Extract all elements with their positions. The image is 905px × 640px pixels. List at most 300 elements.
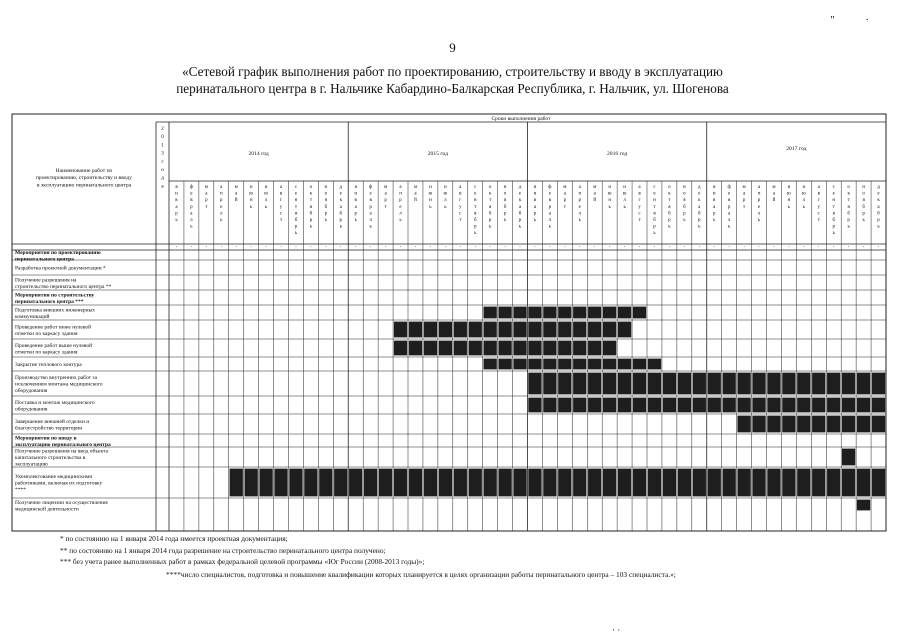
schedule-bar-cell xyxy=(633,398,646,413)
schedule-bar-cell xyxy=(752,373,765,395)
month-letter: р xyxy=(220,198,223,204)
column-number-mark: · xyxy=(190,244,193,251)
row-label-line: эксплуатацию xyxy=(15,461,48,468)
column-number-mark: · xyxy=(728,244,731,251)
month-letter: ь xyxy=(832,231,835,237)
month-letter: а xyxy=(414,191,417,197)
column-number-mark: · xyxy=(399,244,402,251)
month-letter: а xyxy=(563,191,566,197)
month-letter: к xyxy=(698,198,701,204)
row-label-line: медицинской деятельности xyxy=(15,506,79,513)
schedule-bar-cell xyxy=(648,359,661,370)
month-letter: р xyxy=(862,211,865,217)
schedule-bar-cell xyxy=(483,322,496,338)
column-number-mark: · xyxy=(802,244,805,251)
month-letter: ф xyxy=(727,185,731,190)
schedule-bar-cell xyxy=(364,469,377,497)
month-letter: ь xyxy=(623,204,626,210)
row-label-line: Подготовка внешних инженерных xyxy=(15,307,96,314)
month-letter: м xyxy=(234,185,238,190)
month-letter: ь xyxy=(518,224,522,230)
schedule-bar-cell xyxy=(752,398,765,413)
terms-header: Сроки выполнения работ xyxy=(491,116,551,122)
schedule-bar-cell xyxy=(558,307,571,319)
month-letter: м xyxy=(384,185,388,190)
month-letter: и xyxy=(249,185,253,190)
month-letter: й xyxy=(414,198,417,204)
column-number-mark: · xyxy=(578,244,581,251)
month-letter: а xyxy=(548,211,552,217)
month-letter: о xyxy=(309,185,313,190)
schedule-bar-cell xyxy=(603,373,616,395)
column-number-mark: · xyxy=(847,244,850,251)
column-number-mark: · xyxy=(832,244,835,251)
month-letter: ь xyxy=(250,204,253,210)
month-letter: и xyxy=(444,185,447,190)
schedule-bar-cell xyxy=(782,416,795,433)
schedule-bar-cell xyxy=(618,469,631,497)
month-letter: б xyxy=(488,211,492,217)
schedule-bar-cell xyxy=(857,469,870,497)
schedule-bar-cell xyxy=(513,469,526,497)
schedule-bar-cell xyxy=(379,469,392,497)
schedule-bar-cell xyxy=(424,322,437,338)
month-letter: ь xyxy=(653,231,656,237)
schedule-bar-cell xyxy=(528,373,541,395)
schedule-bar-cell xyxy=(558,322,571,338)
schedule-bar-cell xyxy=(708,373,721,395)
month-letter: с xyxy=(638,211,641,217)
year-2013-letter: 2 xyxy=(161,126,164,132)
column-number-mark: · xyxy=(653,244,656,251)
column-header-line: в эксплуатацию перинатального центра xyxy=(36,182,132,189)
month-letter: я xyxy=(847,204,850,210)
column-number-mark: · xyxy=(504,244,507,251)
schedule-bar-cell xyxy=(483,307,496,319)
month-letter: ф xyxy=(369,185,373,190)
year-2013-letter: 1 xyxy=(161,142,164,149)
schedule-bar-cell xyxy=(842,449,855,466)
month-letter: ю xyxy=(801,191,806,197)
column-number-mark: · xyxy=(862,244,865,251)
month-letter: п xyxy=(399,191,402,197)
schedule-bar-cell xyxy=(797,373,810,395)
month-letter: я xyxy=(653,211,656,217)
schedule-bar-cell xyxy=(603,307,616,319)
month-letter: е xyxy=(369,191,372,197)
month-letter: ь xyxy=(444,204,447,210)
schedule-bar-cell xyxy=(528,322,541,338)
month-letter: а xyxy=(220,185,223,190)
month-letter: л xyxy=(623,198,626,204)
month-letter: р xyxy=(757,198,761,204)
schedule-bar-cell xyxy=(603,322,616,338)
month-letter: г xyxy=(280,198,283,204)
month-letter: е xyxy=(399,204,402,210)
month-letter: м xyxy=(204,185,208,190)
schedule-bar-cell xyxy=(469,322,482,338)
month-letter: я xyxy=(503,198,507,204)
month-letter: а xyxy=(369,211,372,217)
month-letter: н xyxy=(862,185,865,190)
schedule-bar-cell xyxy=(528,359,541,370)
month-letter: н xyxy=(249,198,253,204)
month-letter: о xyxy=(683,191,686,197)
month-letter: й xyxy=(593,198,597,204)
month-letter: в xyxy=(279,191,283,197)
month-letter: р xyxy=(473,224,477,230)
month-letter: ф xyxy=(548,185,552,190)
month-letter: к xyxy=(488,191,492,197)
month-letter: е xyxy=(653,191,656,197)
column-header-line: Наименование работ по xyxy=(55,168,113,174)
month-letter: ь xyxy=(309,224,313,230)
schedule-bar-cell xyxy=(812,398,825,413)
month-letter: в xyxy=(533,198,537,204)
month-letter: о xyxy=(847,185,850,190)
schedule-bar-cell xyxy=(588,469,601,497)
month-letter: н xyxy=(712,191,716,197)
month-letter: а xyxy=(205,191,208,197)
schedule-bar-cell xyxy=(797,398,810,413)
month-letter: б xyxy=(518,211,522,217)
schedule-bar-cell xyxy=(603,341,616,356)
month-letter: т xyxy=(489,198,492,204)
month-letter: к xyxy=(309,191,313,197)
column-number-mark: · xyxy=(175,244,178,251)
month-letter: б xyxy=(473,218,477,223)
column-number-mark: · xyxy=(548,244,551,251)
row-label-line: **** xyxy=(15,487,26,494)
schedule-bar-cell xyxy=(409,322,422,338)
title-line-2: перинатального центра в г. Нальчике Кабардино-Балкарская Республика, г. Нальчик, ул. Шогенова xyxy=(176,81,729,96)
year-2013-letter: д xyxy=(161,175,164,182)
schedule-bar-cell xyxy=(857,416,870,433)
month-letter: а xyxy=(638,185,641,190)
schedule-bar-cell xyxy=(872,469,885,497)
schedule-bar-cell xyxy=(558,469,571,497)
month-letter: р xyxy=(563,198,567,204)
month-letter: р xyxy=(175,211,178,217)
month-letter: м xyxy=(413,185,418,190)
column-number-mark: · xyxy=(235,244,238,251)
month-letter: а xyxy=(742,191,746,197)
month-letter: и xyxy=(608,185,611,190)
month-letter: я xyxy=(832,211,835,217)
month-letter: к xyxy=(877,198,880,204)
schedule-bar-cell xyxy=(648,373,661,395)
schedule-bar-cell xyxy=(543,341,556,356)
month-letter: в xyxy=(369,198,372,204)
schedule-bar-cell xyxy=(872,398,885,413)
month-letter: ь xyxy=(220,218,223,223)
month-letter: г xyxy=(638,198,641,204)
schedule-bar-cell xyxy=(663,398,676,413)
schedule-bar-cell xyxy=(483,341,496,356)
month-letter: ь xyxy=(503,218,507,223)
month-letter: п xyxy=(578,191,582,197)
month-letter: о xyxy=(488,185,492,190)
schedule-bar-cell xyxy=(573,469,586,497)
schedule-bar-cell xyxy=(648,398,661,413)
schedule-bar-cell xyxy=(558,359,571,370)
schedule-bar-cell xyxy=(737,416,750,433)
month-letter: ь xyxy=(862,218,865,223)
month-letter: ь xyxy=(698,224,701,230)
schedule-bar-cell xyxy=(588,307,601,319)
month-letter: р xyxy=(832,224,835,230)
schedule-bar-cell xyxy=(543,398,556,413)
row-label-line: Разработка проектной документации * xyxy=(15,265,106,272)
schedule-bar-cell xyxy=(722,373,735,395)
month-letter: я xyxy=(175,185,178,190)
schedule-bar-cell xyxy=(708,469,721,497)
month-letter: н xyxy=(503,185,507,190)
schedule-bar-cell xyxy=(394,341,407,356)
schedule-bar-cell xyxy=(708,398,721,413)
schedule-bar-cell xyxy=(663,469,676,497)
month-letter: а xyxy=(175,204,178,210)
footnote-4: ****число специалистов, подготовка и повышение квалификации которых планируется в целях организации работы перинатального центра – 103 специалиста.»; xyxy=(166,570,676,579)
month-letter: б xyxy=(309,211,313,217)
month-letter: а xyxy=(190,211,193,217)
schedule-bar-cell xyxy=(304,469,317,497)
row-label-line: Получение разрешения на xyxy=(15,277,77,284)
month-letter: н xyxy=(324,185,328,190)
month-letter: н xyxy=(429,198,432,204)
month-letter: е xyxy=(578,204,581,210)
month-letter: т xyxy=(309,198,312,204)
schedule-bar-cell xyxy=(558,398,571,413)
column-number-mark: · xyxy=(623,244,626,251)
schedule-bar-cell xyxy=(678,398,691,413)
month-letter: в xyxy=(459,191,462,197)
month-letter: т xyxy=(668,198,671,204)
month-letter: ь xyxy=(264,204,268,210)
bottom-marks: · · xyxy=(612,625,621,635)
schedule-bar-cell xyxy=(812,469,825,497)
column-number-mark: · xyxy=(354,244,357,251)
month-letter: м xyxy=(593,185,597,190)
month-letter: ь xyxy=(474,231,477,237)
month-letter: с xyxy=(817,211,820,217)
month-letter: ю xyxy=(443,191,448,197)
month-letter: е xyxy=(832,191,835,197)
row-label-line: работниками, включая их подготовку xyxy=(15,480,103,487)
month-letter: ю xyxy=(622,191,627,197)
month-letter: ь xyxy=(324,218,327,223)
row-label-line: Получение разрешения на ввод объекта xyxy=(15,448,108,455)
month-letter: б xyxy=(847,211,850,217)
row-label-line: Производство внутренних работ за xyxy=(15,375,98,381)
row-label-line: исключением монтажа медицинского xyxy=(15,381,103,388)
schedule-bar-cell xyxy=(633,469,646,497)
schedule-bar-cell xyxy=(334,469,347,497)
month-letter: я xyxy=(713,185,716,190)
month-letter: л xyxy=(399,211,402,217)
month-letter: р xyxy=(578,198,582,204)
month-letter: у xyxy=(817,204,821,210)
month-letter: н xyxy=(653,198,656,204)
schedule-bar-cell xyxy=(857,373,870,395)
month-letter: л xyxy=(757,211,761,217)
month-letter: р xyxy=(488,218,492,223)
month-letter: л xyxy=(369,218,372,223)
month-letter: е xyxy=(474,191,477,197)
month-letter: т xyxy=(279,218,283,223)
column-number-mark: · xyxy=(668,244,671,251)
column-number-mark: · xyxy=(265,244,268,251)
schedule-bar-cell xyxy=(513,307,526,319)
schedule-bar-cell xyxy=(259,469,272,497)
schedule-bar-cell xyxy=(797,416,810,433)
row-label-line: отметки по каркасу здания xyxy=(15,330,78,337)
schedule-bar-cell xyxy=(782,373,795,395)
month-letter: ь xyxy=(802,204,805,210)
month-letter: е xyxy=(757,204,761,210)
month-letter: д xyxy=(518,185,522,190)
footnote-2: ** по состоянию на 1 января 2014 года разрешение на строительство перинатального центра получено; xyxy=(60,546,386,555)
year-label: 2017 год xyxy=(786,146,807,152)
row-label-line: благоустройство территории xyxy=(15,425,83,432)
footnote-3: *** без учета ранее выполненных работ в рамках федеральной целевой программы «Юг России (2008-2013 годы)»; xyxy=(60,557,425,566)
month-letter: ю xyxy=(787,191,791,197)
schedule-bar-cell xyxy=(603,398,616,413)
schedule-bar-cell xyxy=(693,373,706,395)
month-letter: я xyxy=(862,198,865,204)
column-number-mark: · xyxy=(758,244,761,251)
month-letter: ь xyxy=(847,224,850,230)
month-letter: у xyxy=(638,204,641,210)
month-letter: с xyxy=(832,185,835,190)
schedule-bar-cell xyxy=(573,398,586,413)
month-letter: ь xyxy=(578,218,581,223)
month-letter: а xyxy=(698,204,701,210)
month-letter: б xyxy=(832,218,835,223)
month-letter: р xyxy=(518,218,522,223)
month-letter: р xyxy=(847,218,850,223)
month-letter: ь xyxy=(713,218,716,223)
month-letter: у xyxy=(279,204,283,210)
schedule-bar-cell xyxy=(558,341,571,356)
schedule-bar-cell xyxy=(439,341,452,356)
row-label-line: оборудования xyxy=(15,388,48,395)
month-letter: е xyxy=(698,191,701,197)
schedule-bar-cell xyxy=(752,416,765,433)
month-letter: б xyxy=(294,218,298,223)
month-letter: м xyxy=(772,185,776,190)
month-letter: г xyxy=(817,198,820,204)
month-letter: т xyxy=(832,204,835,210)
schedule-bar-cell xyxy=(857,500,870,511)
month-letter: в xyxy=(354,198,357,204)
month-letter: ь xyxy=(877,224,880,230)
schedule-bar-cell xyxy=(737,398,750,413)
month-letter: р xyxy=(533,211,537,217)
month-letter: о xyxy=(668,185,671,190)
column-number-mark: · xyxy=(250,244,253,251)
schedule-bar-cell xyxy=(633,307,646,319)
month-letter: е xyxy=(877,191,880,197)
schedule-bar-cell xyxy=(588,341,601,356)
month-letter: а xyxy=(399,185,402,190)
schedule-bar-cell xyxy=(767,469,780,497)
month-letter: ю xyxy=(264,191,268,197)
month-letter: й xyxy=(234,198,238,204)
month-letter: н xyxy=(832,198,836,204)
month-letter: л xyxy=(548,218,552,223)
month-letter: с xyxy=(459,211,462,217)
footnote-1: * по состоянию на 1 января 2014 года имеется проектная документация; xyxy=(60,534,288,543)
month-letter: р xyxy=(668,218,671,223)
month-letter: а xyxy=(459,185,462,190)
month-letter: р xyxy=(369,204,372,210)
schedule-bar-cell xyxy=(633,373,646,395)
schedule-bar-cell xyxy=(543,359,556,370)
schedule-bar-cell xyxy=(588,398,601,413)
schedule-bar-cell xyxy=(603,359,616,370)
schedule-bar-cell xyxy=(573,322,586,338)
schedule-bar-cell xyxy=(498,341,511,356)
month-letter: р xyxy=(190,204,193,210)
month-letter: я xyxy=(668,204,671,210)
year-label: 2016 год xyxy=(607,151,628,157)
schedule-bar-cell xyxy=(588,359,601,370)
row-label-line: Мероприятия по строительству xyxy=(15,292,95,299)
month-letter: а xyxy=(235,191,238,197)
row-label-line: Проведение работ ниже нулевой xyxy=(15,324,92,331)
month-letter: а xyxy=(339,204,342,210)
schedule-bar-cell xyxy=(678,373,691,395)
schedule-bar-cell xyxy=(573,359,586,370)
schedule-bar-cell xyxy=(663,373,676,395)
month-letter: л xyxy=(578,211,582,217)
month-letter: р xyxy=(384,198,387,204)
schedule-bar-cell xyxy=(812,416,825,433)
row-label-line: капитального строительства в xyxy=(15,455,86,462)
month-letter: т xyxy=(459,218,462,223)
month-letter: б xyxy=(324,204,328,210)
month-letter: н xyxy=(608,198,611,204)
column-number-mark: · xyxy=(339,244,342,251)
row-label-line: Закрытие теплового контура xyxy=(15,362,82,369)
month-letter: а xyxy=(384,191,387,197)
column-number-mark: · xyxy=(474,244,477,251)
schedule-bar-cell xyxy=(454,469,467,497)
column-header-line: проектированию, строительству и вводу xyxy=(35,175,133,182)
column-number-mark: · xyxy=(369,244,372,251)
column-number-mark: · xyxy=(309,244,312,251)
schedule-bar-cell xyxy=(498,469,511,497)
month-letter: б xyxy=(668,211,671,217)
column-number-mark: · xyxy=(713,244,716,251)
month-letter: я xyxy=(354,185,357,190)
month-letter: я xyxy=(474,211,477,217)
month-letter: е xyxy=(190,191,193,197)
month-letter: п xyxy=(219,191,223,197)
schedule-bar-cell xyxy=(678,469,691,497)
month-letter: р xyxy=(309,218,313,223)
month-letter: о xyxy=(503,191,507,197)
month-letter: о xyxy=(862,191,865,197)
column-number-mark: · xyxy=(429,244,432,251)
month-letter: т xyxy=(847,198,850,204)
month-letter: ь xyxy=(787,204,791,210)
month-letter: ь xyxy=(608,204,611,210)
schedule-bar-cell xyxy=(722,398,735,413)
month-letter: п xyxy=(757,191,761,197)
schedule-bar-cell xyxy=(528,398,541,413)
